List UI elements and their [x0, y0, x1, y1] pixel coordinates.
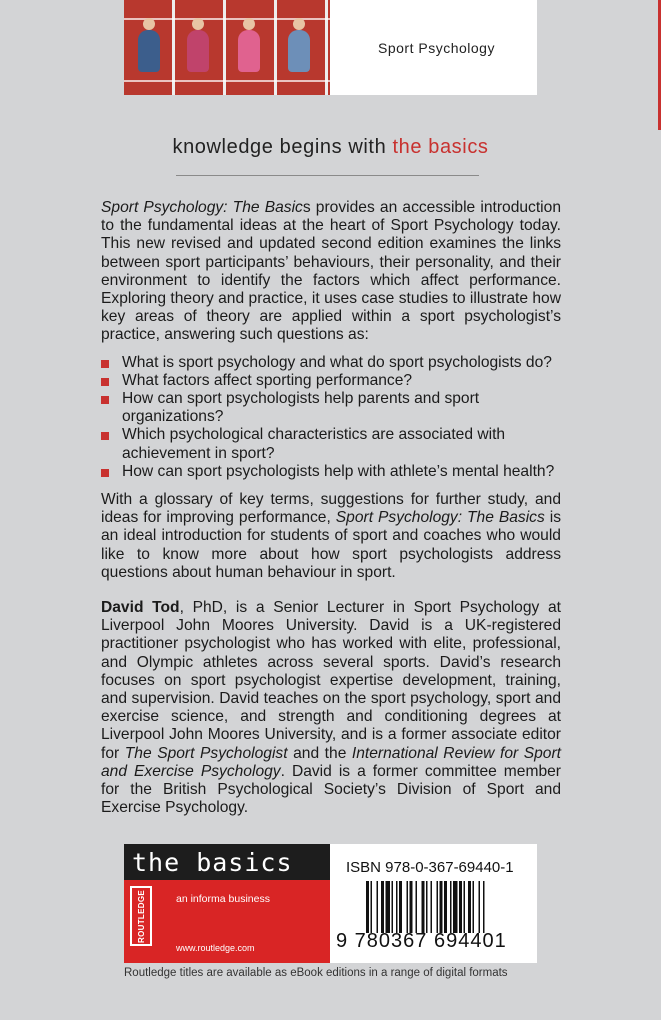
summary-text: With a glossary of key terms, suggestions for further study, and ideas for improving performance,: [101, 491, 561, 527]
blurb: [101, 199, 561, 818]
summary-title: Sport Psychology: The Basics: [335, 509, 545, 527]
list-item: What is sport psychology and what do sport psychologists do?: [101, 354, 561, 372]
barcode-panel: [330, 844, 537, 963]
top-banner: [124, 0, 537, 95]
summary-paragraph: [101, 491, 561, 582]
author-bio: [101, 599, 561, 817]
publisher-logo-text: ROUTLEDGE: [136, 889, 146, 943]
divider: [176, 175, 479, 176]
intro-text: provides an accessible introduction to the fundamental ideas at the heart of Sport Psychology today. This new revised and updated second edition examines the links between sport participants’ behaviours, their personality, and their environment to identify the factors which affect performance. Exploring theory and practice, it uses case studies to illustrate how key areas of theory are applied within a sport psychologist’s practice, answering such questions as:: [101, 199, 561, 344]
intro-paragraph: [101, 199, 561, 345]
banner-title: Sport Psychology: [378, 39, 495, 56]
bio-text: . David is a former committee member for the British Psychological Society’s Division of Sport and Exercise Psychology.: [101, 762, 561, 817]
list-item: How can sport psychologists help parents and sport organizations?: [101, 390, 561, 426]
list-item: Which psychological characteristics are associated with achievement in sport?: [101, 426, 561, 462]
intro-title-tail: s: [302, 199, 311, 216]
sprinters-photo: [124, 0, 330, 95]
journal-title: International Review for Sport and Exercise Psychology: [101, 744, 562, 780]
barcode-digits: 9 780367 694401: [336, 930, 507, 952]
bio-text: and the: [287, 744, 352, 762]
publisher-tagline: an informa business: [176, 893, 270, 905]
list-item: How can sport psychologists help with athlete’s mental health?: [101, 463, 561, 481]
journal-title: The Sport Psychologist: [124, 744, 288, 762]
tagline-accent: the basics: [392, 136, 489, 158]
publisher-website: www.routledge.com: [176, 943, 255, 953]
publisher-block: [124, 880, 330, 963]
tagline: [0, 136, 661, 159]
tagline-lead: knowledge begins with: [172, 136, 393, 158]
routledge-logo-icon: [130, 886, 152, 946]
summary-text-end: is an ideal introduction for students of sport and coaches who would like to know more about how sport psychologists address questions about human behaviour in sport.: [101, 509, 561, 581]
isbn: ISBN 978-0-367-69440-1: [346, 859, 514, 876]
series-name: the basics: [124, 844, 330, 880]
author-name: David Tod: [101, 599, 180, 617]
question-list: [101, 354, 561, 481]
series-brand: [124, 844, 330, 963]
list-item: What factors affect sporting performance?: [101, 372, 561, 390]
publisher-panel: [124, 844, 537, 963]
bio-text: , PhD, is a Senior Lecturer in Sport Psychology at Liverpool John Moores University. David is a UK-registered practitioner psychologist who has worked with elite, professional, and Olympic athletes across several sports. David’s research focuses on sport psychologist expertise development, training, and supervision. David teaches on the sport psychology, sport and exercise science, and strength and conditioning degrees at Liverpool John Moores University, and is a former associate editor for: [101, 599, 561, 762]
ebook-note: Routledge titles are available as eBook editions in a range of digital formats: [124, 967, 508, 979]
barcode-icon: [366, 881, 516, 933]
intro-title: Sport Psychology: The Basic: [101, 199, 303, 216]
